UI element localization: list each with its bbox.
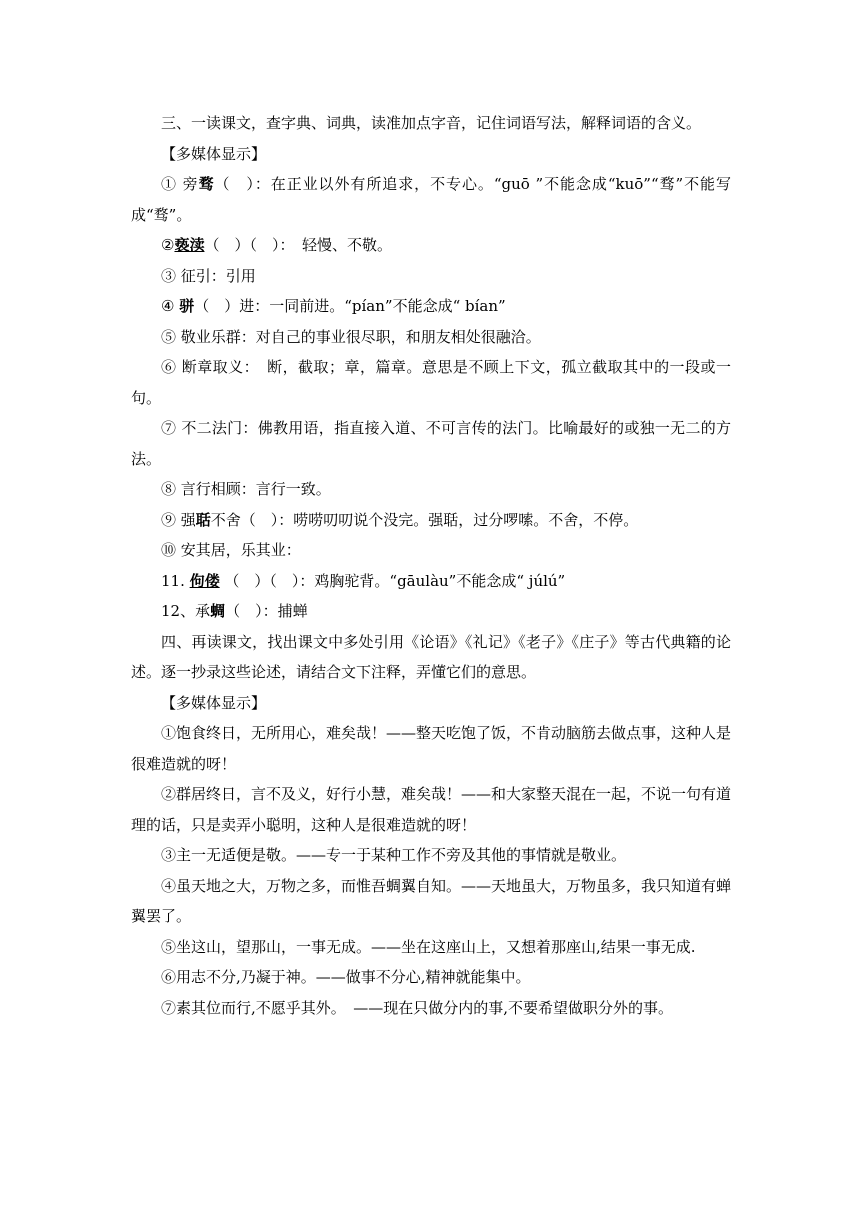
vocab-text: （ ）进：一同前进。“pían”不能念成“ bían” — [194, 297, 506, 315]
vocab-keyword: 佝偻 — [189, 571, 220, 590]
vocab-text: ⑦ 不二法门：佛教用语，指直接入道、不可言传的法门。比喻最好的或独一无二的方法。 — [131, 419, 731, 468]
vocab-text: ③ 征引：引用 — [161, 266, 256, 285]
vocab-list — [131, 169, 731, 627]
vocab-item — [131, 169, 731, 230]
vocab-keyword: 骈 — [179, 297, 195, 315]
section3-media-label: 【多媒体显示】 — [161, 144, 267, 163]
vocab-text: （ ）（ ）：鸡胸驼背。“gāulàu”不能念成“ júlú” — [219, 571, 566, 590]
vocab-text: 不舍（ ）：唠唠叨叨说个没完。强聒，过分啰嗦。不舍，不停。 — [210, 510, 639, 529]
vocab-keyword: 骛 — [198, 175, 215, 193]
vocab-text: 12、承 — [161, 602, 211, 620]
vocab-keyword: 蜩 — [210, 602, 226, 620]
vocab-text: 11. — [161, 571, 190, 590]
quote-item: ⑦素其位而行,不愿乎其外。 ——现在只做分内的事,不要希望做职分外的事。 — [161, 998, 674, 1017]
section3-intro: 三、一读课文，查字典、词典，读准加点字音，记住词语写法，解释词语的含义。 — [161, 114, 702, 132]
vocab-item — [131, 352, 731, 413]
vocab-item — [131, 566, 731, 597]
vocab-text: ① 旁 — [161, 175, 199, 193]
vocab-item — [131, 291, 731, 322]
quote-item: ①饱食终日，无所用心，难矣哉！——整天吃饱了饭，不肯动脑筋去做点事，这种人是很难造就的呀！ — [131, 724, 732, 773]
vocab-item — [131, 322, 731, 353]
vocab-keyword: 亵渎 — [174, 236, 205, 254]
vocab-text: ⑥ 断章取义： 断，截取；章，篇章。意思是不顾上下文，孤立截取其中的一段或一句。 — [131, 358, 731, 407]
vocab-item — [131, 261, 731, 292]
vocab-keyword: 聒 — [195, 510, 211, 529]
quote-item: ⑥用志不分,乃凝于神。——做事不分心,精神就能集中。 — [161, 968, 531, 986]
section4-media-label: 【多媒体显示】 — [161, 693, 267, 712]
vocab-item — [131, 230, 731, 261]
section4-intro: 四、再读课文，找出课文中多处引用《论语》《礼记》《老子》《庄子》等古代典籍的论述。逐一抄录这些论述，请结合文下注释，弄懂它们的意思。 — [131, 632, 731, 681]
vocab-text: （ ）（ ）： 轻慢、不敬。 — [204, 236, 392, 254]
vocab-text: ⑤ 敬业乐群：对自己的事业很尽职，和朋友相处很融洽。 — [161, 327, 541, 346]
vocab-text: ⑨ 强 — [161, 510, 196, 529]
quote-item: ②群居终日，言不及义，好行小慧，难矣哉！——和大家整天混在一起，不说一句有道理的话，只是卖弄小聪明，这种人是很难造就的呀！ — [131, 785, 732, 834]
vocab-text: ⑧ 言行相顾：言行一致。 — [161, 480, 331, 498]
quote-item: ④虽天地之大，万物之多，而惟吾蜩翼自知。——天地虽大，万物虽多，我只知道有蝉翼罢了。 — [131, 876, 732, 925]
vocab-item — [131, 505, 731, 536]
vocab-item — [131, 474, 731, 505]
vocab-text: ② — [161, 236, 175, 254]
document-page — [131, 108, 731, 1023]
vocab-text: （ ）：捕蝉 — [225, 602, 308, 620]
vocab-item — [131, 413, 731, 474]
vocab-text: ⑩ 安其居，乐其业： — [161, 541, 301, 559]
vocab-text: （ ）：在正业以外有所追求，不专心。“guō ”不能念成“kuō”“骛”不能写成“骛”。 — [131, 175, 731, 224]
vocab-text: ④ — [161, 297, 180, 315]
quote-item: ③主一无适便是敬。——专一于某种工作不旁及其他的事情就是敬业。 — [161, 846, 627, 864]
vocab-item — [131, 535, 731, 566]
vocab-item — [131, 596, 731, 627]
quote-item: ⑤坐这山，望那山，一事无成。——坐在这座山上，又想着那座山,结果一事无成. — [161, 937, 696, 956]
quote-list — [131, 718, 731, 1023]
